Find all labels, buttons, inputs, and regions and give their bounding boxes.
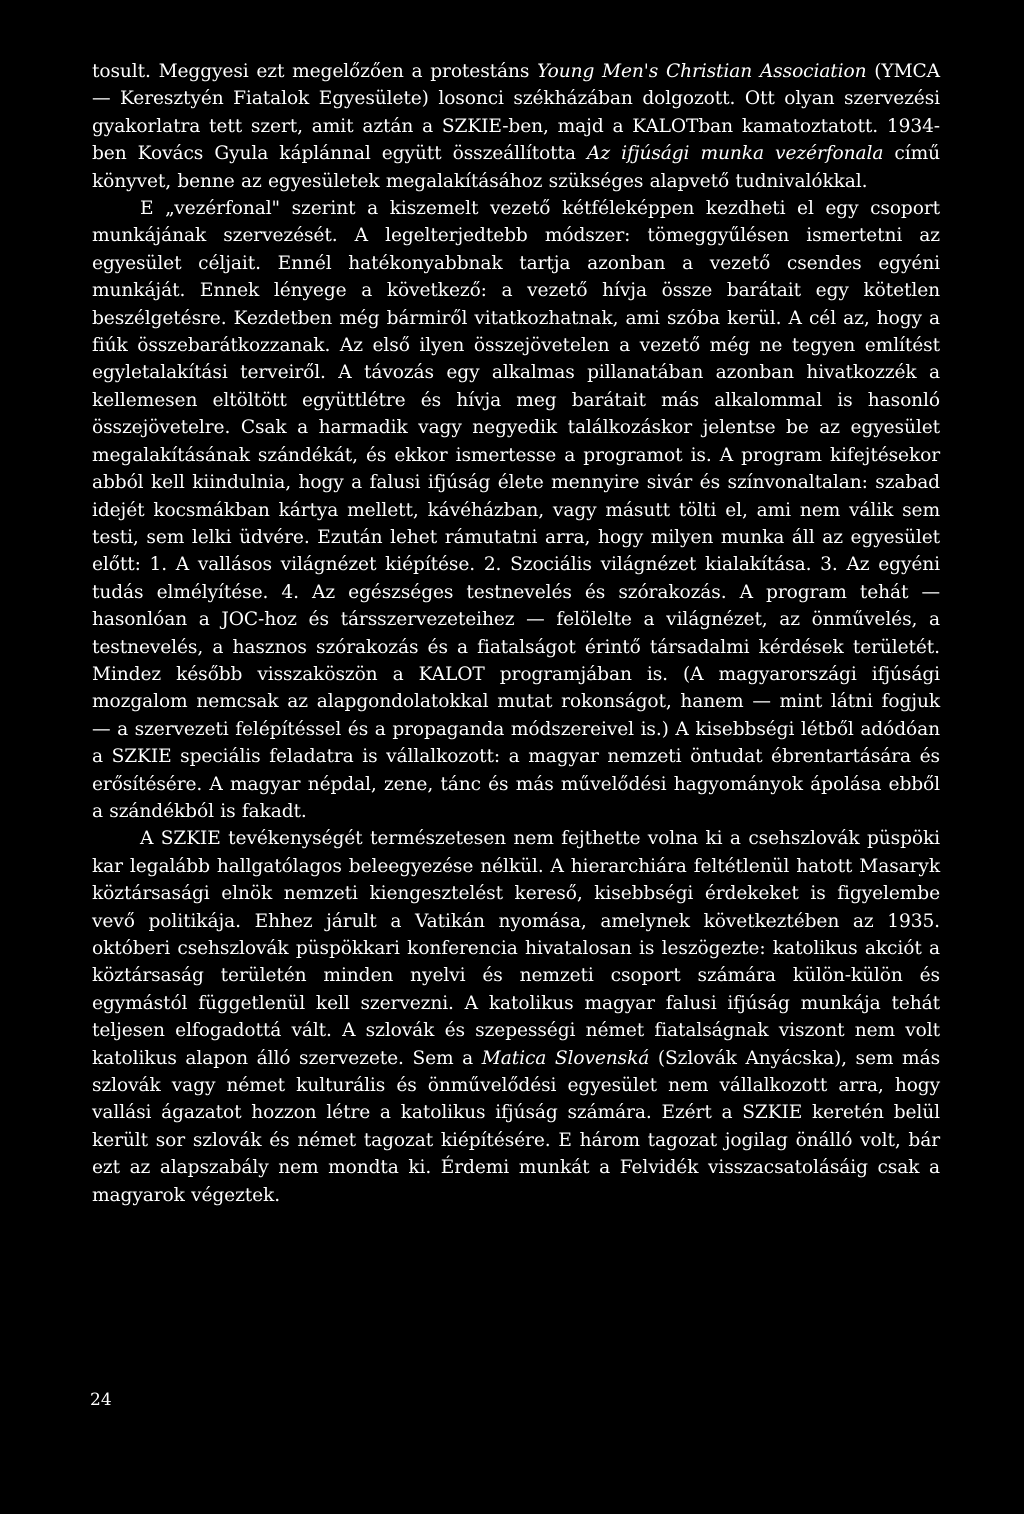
paragraph-1 bbox=[92, 58, 940, 195]
page-number: 24 bbox=[90, 1390, 112, 1410]
paragraph-text-run: (YMCA — Keresztyén Fiatalok Egyesülete) losonci székházában dolgozott. Ott olyan szervezési gyakorlatra tett szert, amit aztán a SZKIE-ben, majd a KALOTban kamatoztatott. 1934-ben Kovács Gyula káplánnal együtt összeállította bbox=[92, 61, 940, 165]
paragraph-3 bbox=[92, 825, 940, 1209]
paragraph-text-run: című könyvet, benne az egyesületek megalakításához szükséges alapvető tudnivalókkal. bbox=[92, 143, 940, 192]
body-text bbox=[92, 58, 940, 1209]
italic-title-text: Young Men's Christian Association bbox=[537, 61, 867, 82]
paragraph-text-run: tosult. Meggyesi ezt megelőzően a protestáns bbox=[92, 61, 538, 82]
italic-title-text: Az ifjúsági munka vezérfonala bbox=[587, 143, 884, 165]
italic-title-text: Matica Slovenská bbox=[481, 1047, 650, 1069]
paragraph-text-run: (Szlovák Anyácska), sem más szlovák vagy német kulturális és önművelődési egyesület nem vállalkozott arra, hogy vallási ágazatot hozzon létre a katolikus ifjúság számára. Ezért a SZKIE keretén belül került sor szlovák és német tagozat kiépítésére. E három tagozat jogilag önálló volt, bár ezt az alapszabály nem mondta ki. Érdemi munkát a Felvidék visszacsatolásáig csak a magyarok végeztek. bbox=[92, 1047, 941, 1206]
paragraph-text-run: E „vezérfonal" szerint a kiszemelt vezető kétféleképpen kezdheti el egy csoport munkájának szervezését. A legelterjedtebb módszer: tömeggyűlésen ismertetni az egyesület céljait. Ennél hatékonyabbnak tartja azonban a vezető csendes egyéni munkáját. Ennek lényege a következő: a vezető hívja össze barátait egy kötetlen beszélgetésre. Kezdetben még bármiről vitatkozhatnak, ami szóba kerül. A cél az, hogy a fiúk összebarátkozzanak. Az első ilyen összejövetelen a vezető még ne tegyen említést egyletalakítási terveiről. A távozás egy alkalmas pillanatában azonban hivatkozzék a kellemesen eltöltött együttlétre és hívja meg barátait más alkalommal is hasonló összejövetelre. Csak a harmadik vagy negyedik találkozáskor jelentse be az egyesület megalakításának szándékát, és ekkor ismertesse a programot is. A program kifejtésekor abból kell kiindulnia, hogy a falusi ifjúság élete mennyire sivár és színvonaltalan: szabad idejét kocsmákban kártya mellett, kávéházban, vagy másutt tölti el, ami nem válik sem testi, sem lelki üdvére. Ezután lehet rámutatni arra, hogy milyen munka áll az egyesület előtt: 1. A vallásos világnézet kiépítése. 2. Szociális világnézet kialakítása. 3. Az egyéni tudás elmélyítése. 4. Az egészséges testnevelés és szórakozás. A program tehát — hasonlóan a JOC-hoz és társszervezeteihez — felölelte a világnézet, az önművelés, a testnevelés, a hasznos szórakozás és a fiatalságot érintő társadalmi kérdések területét. Mindez később visszaköszön a KALOT programjában is. (A magyarországi ifjúsági mozgalom nemcsak az alapgondolatokkal mutat rokonságot, hanem — mint látni fogjuk — a szervezeti felépítéssel és a propaganda módszereivel is.) A kisebbségi létből adódóan a SZKIE speciális feladatra is vállalkozott: a magyar nemzeti öntudat ébrentartására és erősítésére. A magyar népdal, zene, tánc és más művelődési hagyományok ápolása ebből a szándékból is fakadt. bbox=[92, 198, 940, 822]
paragraph-2 bbox=[92, 195, 940, 825]
paragraph-text-run: A SZKIE tevékenységét természetesen nem fejthette volna ki a csehszlovák püspöki kar legalább hallgatólagos beleegyezése nélkül. A hierarchiára feltétlenül hatott Masaryk köztársasági elnök nemzeti kiengesztelést kereső, kisebbségi érdekeket is figyelembe vevő politikája. Ehhez járult a Vatikán nyomása, amelynek következtében az 1935. októberi csehszlovák püspökkari konferencia hivatalosan is leszögezte: katolikus akciót a köztársaság területén minden nyelvi és nemzeti csoport számára külön-külön és egymástól függetlenül kell szervezni. A katolikus magyar falusi ifjúság munkája tehát teljesen elfogadottá vált. A szlovák és szepességi német fiatalságnak viszont nem volt katolikus alapon álló szervezete. Sem a bbox=[92, 828, 940, 1069]
